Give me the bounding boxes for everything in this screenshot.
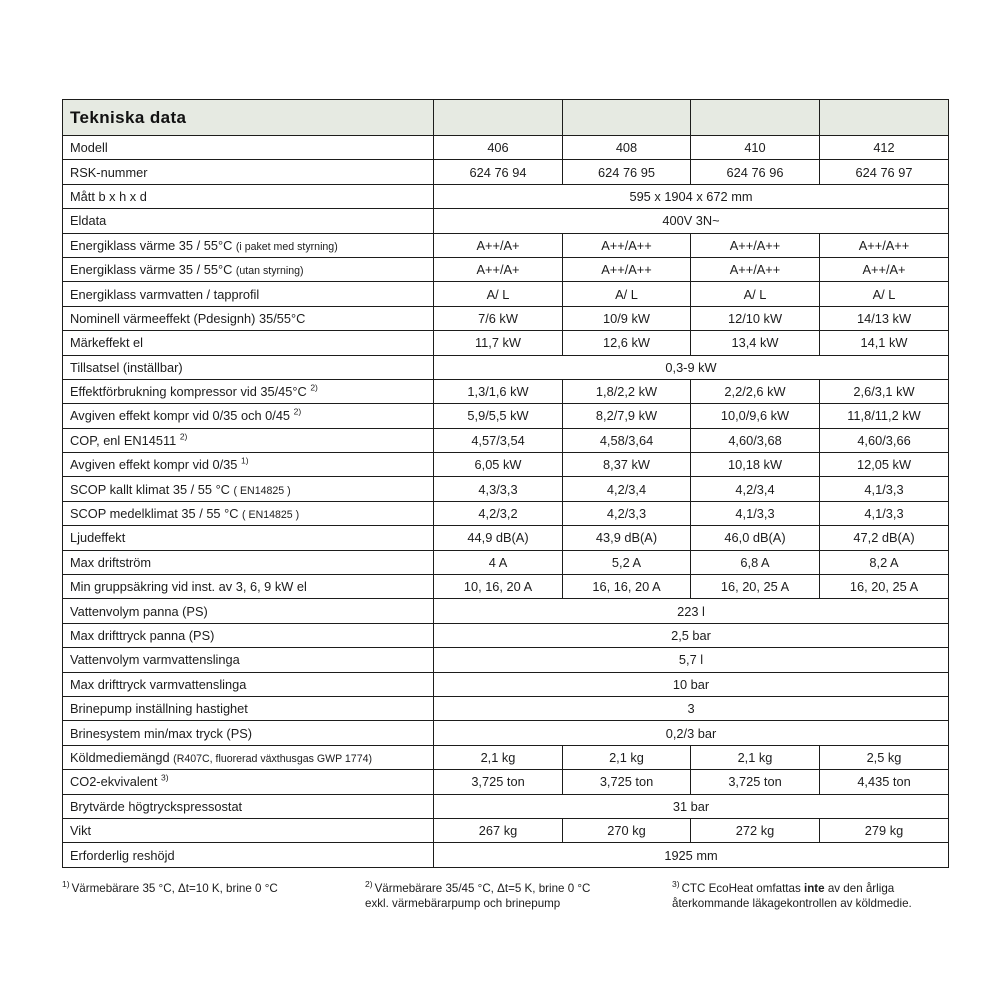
row-label: Avgiven effekt kompr vid 0/35 och 0/45 $^{2)}$ [63,404,434,428]
spec-value: 406 [434,136,563,160]
header-cell-col4 [820,100,949,136]
spec-value: 272 kg [691,818,820,842]
spec-value: 4,435 ton [820,770,949,794]
row-label-footnote-marker: 2) [310,382,318,393]
spec-value: 6,8 A [691,550,820,574]
spec-value: 412 [820,136,949,160]
spec-value: 4,2/3,4 [563,477,691,501]
spec-row [63,526,949,550]
spec-value: 14/13 kW [820,306,949,330]
spec-row [63,623,949,647]
spec-value: 12/10 kW [691,306,820,330]
spec-value: 3,725 ton [563,770,691,794]
row-label: Tillsatsel (inställbar) [63,355,434,379]
spec-row [63,696,949,720]
spec-row [63,770,949,794]
spec-value: 12,05 kW [820,453,949,477]
spec-span-value: 3 [434,696,949,720]
spec-value: 16, 20, 25 A [820,575,949,599]
spec-value: 10/9 kW [563,306,691,330]
spec-span-value: 0,3-9 kW [434,355,949,379]
row-label: Energiklass varmvatten / tapprofil [63,282,434,306]
row-label: Nominell värmeeffekt (Pdesignh) 35/55°C [63,306,434,330]
spec-value: A++/A+ [434,257,563,281]
spec-value: 4,2/3,4 [691,477,820,501]
footnote-2-line1: Värmebärare 35/45 °C, Δt=5 K, brine 0 °C [374,881,591,895]
spec-row [63,428,949,452]
spec-value: 5,9/5,5 kW [434,404,563,428]
spec-value: 8,2 A [820,550,949,574]
spec-value: 10, 16, 20 A [434,575,563,599]
spec-span-value: 10 bar [434,672,949,696]
row-label: Max drifttryck panna (PS) [63,623,434,647]
spec-value: 13,4 kW [691,331,820,355]
spec-value: A/ L [563,282,691,306]
row-label: CO2-ekvivalent $^{3)}$ [63,770,434,794]
spec-row [63,501,949,525]
spec-row [63,306,949,330]
spec-value: 4,60/3,66 [820,428,949,452]
row-label: Energiklass värme 35 / 55°C (i paket med styrning) [63,233,434,257]
spec-row [63,160,949,184]
row-label: Erforderlig reshöjd [63,843,434,867]
spec-row [63,209,949,233]
spec-value: 4,2/3,2 [434,501,563,525]
row-label: Energiklass värme 35 / 55°C (utan styrning) [63,257,434,281]
spec-span-value: 400V 3N~ [434,209,949,233]
footnote-1-text: Värmebärare 35 °C, Δt=10 K, brine 0 °C [71,881,278,895]
spec-row [63,379,949,403]
spec-value: 6,05 kW [434,453,563,477]
row-label: Min gruppsäkring vid inst. av 3, 6, 9 kW el [63,575,434,599]
header-cell-col2 [563,100,691,136]
spec-span-value: 223 l [434,599,949,623]
row-label: Köldmediemängd (R407C, fluorerad växthusgas GWP 1774) [63,745,434,769]
spec-value: 14,1 kW [820,331,949,355]
spec-value: 408 [563,136,691,160]
spec-value: 4 A [434,550,563,574]
row-label: Ljudeffekt [63,526,434,550]
spec-value: 2,1 kg [691,745,820,769]
spec-value: A/ L [820,282,949,306]
row-label: Avgiven effekt kompr vid 0/35 $^{1)}$ [63,453,434,477]
spec-span-value: 5,7 l [434,648,949,672]
spec-row [63,794,949,818]
spec-value: 43,9 dB(A) [563,526,691,550]
spec-row [63,745,949,769]
spec-row [63,599,949,623]
spec-value: 4,1/3,3 [691,501,820,525]
footnote-2-marker: 2) [365,878,373,889]
footnote-3-text-pre: CTC EcoHeat omfattas [681,881,804,895]
row-label: Mått b x h x d [63,184,434,208]
row-label: Effektförbrukning kompressor vid 35/45°C $^{2)}$ [63,379,434,403]
footnote-2-line2: exkl. värmebärarpump och brinepump [365,896,561,910]
spec-value: 624 76 97 [820,160,949,184]
row-label-detail: (R407C, fluorerad växthusgas GWP 1774) [173,752,373,765]
spec-value: A/ L [691,282,820,306]
row-label: Brytvärde högtryckspressostat [63,794,434,818]
footnote-1-marker: 1) [62,878,70,889]
spec-row [63,818,949,842]
row-label-detail: ( EN14825 ) [242,509,300,522]
spec-value: 11,8/11,2 kW [820,404,949,428]
spec-value: 16, 20, 25 A [691,575,820,599]
spec-value: 44,9 dB(A) [434,526,563,550]
row-label-detail: ( EN14825 ) [233,484,291,497]
spec-value: 624 76 94 [434,160,563,184]
spec-row [63,233,949,257]
spec-value: 10,18 kW [691,453,820,477]
row-label: Vattenvolym varmvattenslinga [63,648,434,672]
spec-value: 7/6 kW [434,306,563,330]
spec-value: 624 76 96 [691,160,820,184]
spec-span-value: 595 x 1904 x 672 mm [434,184,949,208]
spec-value: 4,1/3,3 [820,501,949,525]
spec-span-value: 31 bar [434,794,949,818]
spec-row [63,648,949,672]
spec-value: 2,2/2,6 kW [691,379,820,403]
spec-row [63,843,949,867]
spec-span-value: 2,5 bar [434,623,949,647]
spec-row [63,355,949,379]
row-label: Modell [63,136,434,160]
spec-value: 12,6 kW [563,331,691,355]
spec-value: A++/A++ [691,257,820,281]
footnotes-section [62,878,967,911]
spec-value: 11,7 kW [434,331,563,355]
spec-row [63,453,949,477]
spec-value: A++/A++ [820,233,949,257]
spec-value: 10,0/9,6 kW [691,404,820,428]
row-label: RSK-nummer [63,160,434,184]
spec-value: 4,2/3,3 [563,501,691,525]
spec-value: 16, 16, 20 A [563,575,691,599]
footnote-2 [365,878,672,911]
technical-data-table [62,99,949,868]
header-cell-col1 [434,100,563,136]
spec-row [63,721,949,745]
spec-value: 267 kg [434,818,563,842]
spec-value: 1,8/2,2 kW [563,379,691,403]
spec-value: 4,60/3,68 [691,428,820,452]
spec-value: A++/A+ [820,257,949,281]
row-label: Brinepump inställning hastighet [63,696,434,720]
row-label: Max driftström [63,550,434,574]
row-label: SCOP medelklimat 35 / 55 °C ( EN14825 ) [63,501,434,525]
spec-value: 4,58/3,64 [563,428,691,452]
row-label: Vikt [63,818,434,842]
spec-value: 270 kg [563,818,691,842]
row-label: COP, enl EN14511 $^{2)}$ [63,428,434,452]
spec-row [63,136,949,160]
row-label-footnote-marker: 1) [240,456,249,466]
spec-span-value: 0,2/3 bar [434,721,949,745]
spec-value: 4,3/3,3 [434,477,563,501]
spec-value: 3,725 ton [434,770,563,794]
spec-value: 2,6/3,1 kW [820,379,949,403]
row-label-footnote-marker: 2) [179,431,188,442]
footnote-3-marker: 3) [672,878,680,889]
spec-row [63,550,949,574]
spec-value: 279 kg [820,818,949,842]
spec-value: 46,0 dB(A) [691,526,820,550]
spec-value: A++/A+ [434,233,563,257]
spec-row [63,331,949,355]
spec-row [63,282,949,306]
spec-value: 5,2 A [563,550,691,574]
row-label-detail: (i paket med styrning) [235,240,338,253]
spec-row [63,575,949,599]
spec-value: 8,2/7,9 kW [563,404,691,428]
spec-value: 2,5 kg [820,745,949,769]
spec-value: 2,1 kg [563,745,691,769]
spec-value: 410 [691,136,820,160]
header-cell-col3 [691,100,820,136]
spec-value: 2,1 kg [434,745,563,769]
row-label-footnote-marker: 2) [293,407,302,418]
row-label: Max drifttryck varmvattenslinga [63,672,434,696]
spec-value: 624 76 95 [563,160,691,184]
table-header-row [63,100,949,136]
spec-value: 1,3/1,6 kW [434,379,563,403]
footnote-3-text-post: av den årliga återkommande läkagekontrollen av köldmedie. [672,881,912,910]
spec-value: A++/A++ [563,233,691,257]
spec-row [63,672,949,696]
spec-span-value: 1925 mm [434,843,949,867]
row-label-detail: (utan styrning) [235,265,304,278]
footnote-1 [62,878,365,911]
spec-value: 47,2 dB(A) [820,526,949,550]
spec-value: 4,1/3,3 [820,477,949,501]
row-label: Märkeffekt el [63,331,434,355]
spec-value: A/ L [434,282,563,306]
row-label: Brinesystem min/max tryck (PS) [63,721,434,745]
spec-row [63,257,949,281]
spec-value: 3,725 ton [691,770,820,794]
footnote-3-text-bold: inte [803,881,825,895]
row-label: SCOP kallt klimat 35 / 55 °C ( EN14825 ) [63,477,434,501]
spec-value: 8,37 kW [563,453,691,477]
spec-value: 4,57/3,54 [434,428,563,452]
table-title: Tekniska data [63,100,434,136]
footnote-3 [672,878,927,911]
row-label: Eldata [63,209,434,233]
spec-value: A++/A++ [691,233,820,257]
row-label-footnote-marker: 3) [161,773,169,784]
spec-value: A++/A++ [563,257,691,281]
row-label: Vattenvolym panna (PS) [63,599,434,623]
spec-row [63,184,949,208]
spec-row [63,477,949,501]
spec-row [63,404,949,428]
